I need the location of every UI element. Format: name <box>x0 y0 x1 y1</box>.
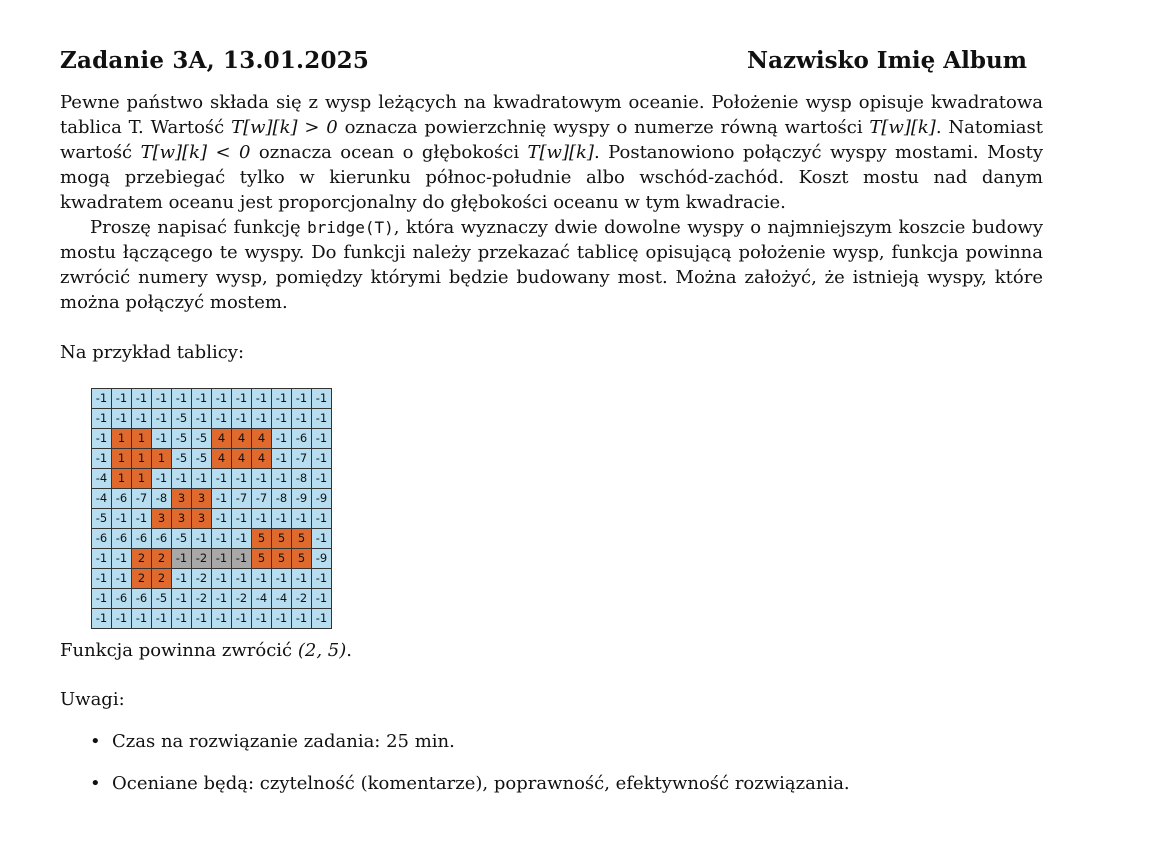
grid-cell: -1 <box>92 549 112 569</box>
grid-cell: 2 <box>152 569 172 589</box>
grid-cell: -1 <box>132 389 152 409</box>
grid-cell: -1 <box>152 409 172 429</box>
grid-cell: -1 <box>92 609 112 629</box>
grid-cell: 2 <box>132 569 152 589</box>
grid-cell: -6 <box>92 529 112 549</box>
grid-cell: -1 <box>252 609 272 629</box>
grid-cell: -1 <box>112 389 132 409</box>
grid-cell: -1 <box>252 409 272 429</box>
grid-cell: -1 <box>312 449 332 469</box>
task-title: Zadanie 3A, 13.01.2025 <box>60 47 370 74</box>
expected-result: Funkcja powinna zwrócić (2, 5). <box>60 640 352 661</box>
example-label: Na przykład tablicy: <box>60 342 245 363</box>
grid-cell: -7 <box>292 449 312 469</box>
grid-cell: -1 <box>272 509 292 529</box>
grid-cell: 5 <box>292 529 312 549</box>
table-row <box>92 609 332 629</box>
list-item: • Czas na rozwiązanie zadania: 25 min. <box>90 731 455 752</box>
grid-cell: -5 <box>192 449 212 469</box>
grid-cell: -6 <box>112 489 132 509</box>
math-expression: T[w][k] > 0 <box>231 117 338 138</box>
grid-cell: -1 <box>152 389 172 409</box>
grid-cell: 1 <box>132 449 152 469</box>
grid-cell: 3 <box>192 489 212 509</box>
grid-cell: 5 <box>272 549 292 569</box>
grid-cell: -1 <box>232 529 252 549</box>
grid-cell: -1 <box>172 389 192 409</box>
grid-cell: -1 <box>172 549 192 569</box>
grid-cell: -1 <box>172 609 192 629</box>
grid-cell: 3 <box>152 509 172 529</box>
grid-cell: -5 <box>172 429 192 449</box>
grid-cell: 5 <box>292 549 312 569</box>
grid-cell: 3 <box>192 509 212 529</box>
table-row <box>92 389 332 409</box>
grid-cell: -1 <box>312 389 332 409</box>
grid-cell: -2 <box>192 549 212 569</box>
table-row <box>92 569 332 589</box>
table-row <box>92 589 332 609</box>
grid-cell: -1 <box>252 389 272 409</box>
grid-cell: -1 <box>232 389 252 409</box>
grid-cell: -1 <box>112 569 132 589</box>
grid-cell: -7 <box>132 489 152 509</box>
grid-cell: -1 <box>152 609 172 629</box>
grid-cell: -1 <box>212 469 232 489</box>
grid-cell: -1 <box>312 509 332 529</box>
grid-cell: -4 <box>252 589 272 609</box>
function-name: bridge(T) <box>307 218 394 237</box>
grid-cell: -1 <box>212 609 232 629</box>
grid-cell: 4 <box>212 449 232 469</box>
grid-cell: 4 <box>232 449 252 469</box>
grid-cell: 5 <box>252 529 272 549</box>
grid-cell: -1 <box>272 609 292 629</box>
grid-cell: -1 <box>312 589 332 609</box>
grid-cell: -1 <box>172 569 192 589</box>
grid-cell: 1 <box>112 469 132 489</box>
grid-cell: 1 <box>112 429 132 449</box>
grid-cell: -1 <box>232 549 252 569</box>
grid-cell: -1 <box>192 469 212 489</box>
table-row <box>92 409 332 429</box>
grid-cell: 1 <box>132 469 152 489</box>
grid-cell: -6 <box>132 589 152 609</box>
grid-cell: -1 <box>212 529 232 549</box>
grid-cell: -1 <box>192 389 212 409</box>
grid-cell: -9 <box>312 549 332 569</box>
student-name-field: Nazwisko Imię Album <box>747 47 1027 74</box>
grid-cell: -1 <box>272 429 292 449</box>
grid-cell: -1 <box>292 509 312 529</box>
table-row <box>92 529 332 549</box>
grid-cell: -1 <box>112 609 132 629</box>
grid-cell: -8 <box>152 489 172 509</box>
grid-cell: -1 <box>272 469 292 489</box>
grid-cell: -1 <box>252 569 272 589</box>
grid-cell: -1 <box>112 509 132 529</box>
grid-cell: -4 <box>92 469 112 489</box>
grid-cell: -1 <box>232 409 252 429</box>
grid-cell: -1 <box>152 469 172 489</box>
grid-cell: -1 <box>212 509 232 529</box>
grid-cell: -1 <box>312 569 332 589</box>
table-row <box>92 469 332 489</box>
task-instruction: Proszę napisać funkcję bridge(T), która wyznaczy dwie dowolne wyspy o najmniejszym koszcie budowy mostu łączącego te wyspy. Do funkcji należy przekazać tablicę opisującą położenie wysp, funkcja powinna zwrócić numery wysp, pomiędzy którymi będzie budowany most. Można założyć, że istnieją wyspy, które można połączyć mostem. <box>60 217 1043 313</box>
grid-cell: -1 <box>292 389 312 409</box>
grid-cell: -1 <box>152 429 172 449</box>
grid-cell: -1 <box>132 409 152 429</box>
result-value: (2, 5) <box>297 640 347 661</box>
grid-cell: -1 <box>252 469 272 489</box>
grid-cell: -1 <box>252 509 272 529</box>
grid-cell: -2 <box>292 589 312 609</box>
grid-cell: -1 <box>192 529 212 549</box>
remarks-title: Uwagi: <box>60 689 125 710</box>
grid-cell: -1 <box>212 409 232 429</box>
grid-cell: -1 <box>212 569 232 589</box>
grid-cell: -1 <box>312 609 332 629</box>
grid-cell: -1 <box>272 409 292 429</box>
math-expression: T[w][k] < 0 <box>140 142 251 163</box>
grid-cell: -1 <box>212 489 232 509</box>
list-item: • Oceniane będą: czytelność (komentarze), poprawność, efektywność rozwiązania. <box>90 773 850 794</box>
grid-cell: -4 <box>272 589 292 609</box>
grid-cell: 5 <box>272 529 292 549</box>
header <box>60 47 1027 74</box>
grid-cell: 1 <box>152 449 172 469</box>
grid-cell: -5 <box>152 589 172 609</box>
grid-cell: -9 <box>292 489 312 509</box>
grid-cell: -2 <box>192 589 212 609</box>
grid-cell: -1 <box>312 409 332 429</box>
grid-cell: 2 <box>132 549 152 569</box>
grid-cell: -1 <box>132 609 152 629</box>
bullet-icon: • <box>90 773 101 794</box>
grid-cell: -2 <box>192 569 212 589</box>
grid-cell: -1 <box>172 589 192 609</box>
math-expression: T[w][k] <box>527 142 594 163</box>
grid-cell: -7 <box>252 489 272 509</box>
grid-cell: -8 <box>272 489 292 509</box>
problem-description: Pewne państwo składa się z wysp leżących na kwadratowym oceanie. Położenie wysp opisuje kwadratowa tablica T. Wartość T[w][k] > 0 oznacza powierzchnię wyspy o numerze równą wartości T[w][k]. Natomiast wartość T[w][k] < 0 oznacza ocean o głębokości T[w][k]. Postanowiono połączyć wyspy mostami. Mosty mogą przebiegać tylko w kierunku północ-południe albo wschód-zachód. Koszt mostu nad danym kwadratem oceanu jest proporcjonalny do głębokości oceanu w tym kwadracie. <box>60 92 1043 213</box>
grid-cell: -1 <box>232 469 252 489</box>
math-expression: T[w][k] <box>869 117 936 138</box>
table-row <box>92 429 332 449</box>
grid-cell: -1 <box>272 569 292 589</box>
grid-cell: -5 <box>172 529 192 549</box>
grid-cell: -1 <box>312 429 332 449</box>
grid-cell: 1 <box>132 429 152 449</box>
grid-cell: -1 <box>312 469 332 489</box>
grid-cell: -1 <box>172 469 192 489</box>
grid-cell: -1 <box>292 409 312 429</box>
grid-cell: 4 <box>252 429 272 449</box>
example-grid <box>91 388 332 629</box>
grid-cell: -1 <box>312 529 332 549</box>
grid-cell: -1 <box>92 589 112 609</box>
grid-cell: -1 <box>212 549 232 569</box>
grid-cell: -5 <box>172 449 192 469</box>
grid-cell: 4 <box>232 429 252 449</box>
grid-cell: 3 <box>172 509 192 529</box>
table-row <box>92 549 332 569</box>
grid-cell: -1 <box>232 609 252 629</box>
grid-cell: -6 <box>112 589 132 609</box>
grid-cell: -6 <box>132 529 152 549</box>
grid-cell: -7 <box>232 489 252 509</box>
grid-cell: -1 <box>192 609 212 629</box>
grid-cell: -1 <box>232 509 252 529</box>
grid-cell: -9 <box>312 489 332 509</box>
grid-cell: -1 <box>132 509 152 529</box>
grid-cell: 4 <box>252 449 272 469</box>
grid-cell: -2 <box>232 589 252 609</box>
grid-cell: -6 <box>292 429 312 449</box>
grid-cell: -1 <box>272 389 292 409</box>
grid-cell: -1 <box>92 409 112 429</box>
table-row <box>92 449 332 469</box>
grid-cell: -1 <box>92 569 112 589</box>
remarks-list <box>88 731 850 815</box>
bullet-icon: • <box>90 731 101 752</box>
grid-cell: -1 <box>92 449 112 469</box>
table-row <box>92 489 332 509</box>
grid-cell: -5 <box>192 429 212 449</box>
grid-cell: -4 <box>92 489 112 509</box>
grid-cell: 1 <box>112 449 132 469</box>
grid-cell: -1 <box>212 389 232 409</box>
grid-cell: -1 <box>192 409 212 429</box>
grid-cell: -1 <box>292 609 312 629</box>
grid-cell: -1 <box>292 569 312 589</box>
table-row <box>92 509 332 529</box>
grid-cell: 2 <box>152 549 172 569</box>
grid-cell: -1 <box>92 429 112 449</box>
grid-cell: -1 <box>112 549 132 569</box>
grid-cell: 5 <box>252 549 272 569</box>
grid-cell: -1 <box>272 449 292 469</box>
grid-cell: -1 <box>92 389 112 409</box>
grid-cell: -1 <box>232 569 252 589</box>
grid-cell: 4 <box>212 429 232 449</box>
grid-cell: -1 <box>212 589 232 609</box>
grid-cell: -8 <box>292 469 312 489</box>
grid-cell: -1 <box>112 409 132 429</box>
island-table <box>91 388 332 629</box>
grid-cell: -5 <box>172 409 192 429</box>
grid-cell: -6 <box>152 529 172 549</box>
grid-cell: -6 <box>112 529 132 549</box>
grid-cell: -5 <box>92 509 112 529</box>
grid-cell: 3 <box>172 489 192 509</box>
